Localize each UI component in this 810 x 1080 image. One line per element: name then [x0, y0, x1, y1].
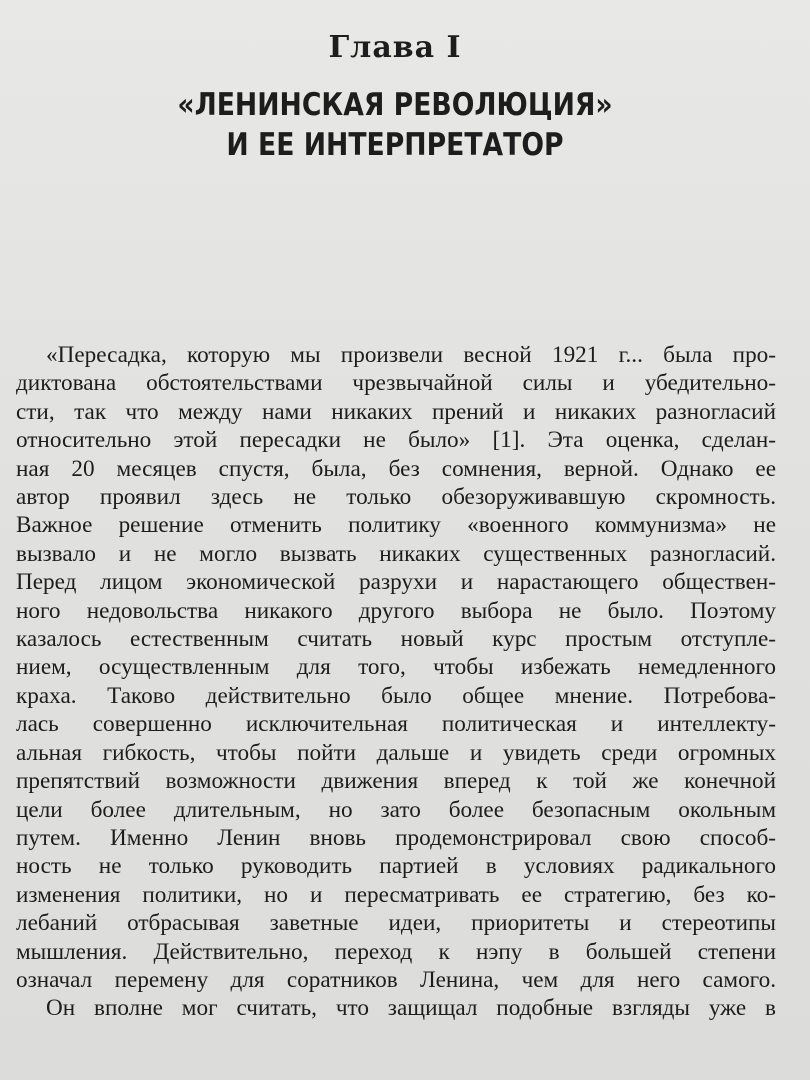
text-line: лебаний отбрасывая заветные идеи, приоритеты и стереотипы — [16, 910, 776, 937]
text-line: нием, осуществленным для того, чтобы избежать немедленного — [16, 654, 776, 681]
text-line: автор проявил здесь не только обезоруживавшую скромность. — [16, 484, 776, 511]
text-line: альная гибкость, чтобы пойти дальше и увидеть среди огромных — [16, 739, 776, 766]
text-line: вызвало и не могло вызвать никаких существенных разногласий. — [16, 540, 776, 567]
chapter-title — [55, 85, 734, 165]
text-line: изменения политики, но и пересматривать ее стратегию, без ко- — [16, 881, 776, 908]
text-line: препятствий возможности движения вперед к той же конечной — [16, 768, 776, 795]
text-line: путем. Именно Ленин вновь продемонстрировал свою способ- — [16, 824, 776, 851]
text-line: лась совершенно исключительная политическая и интеллекту- — [16, 711, 776, 738]
text-line: Он вполне мог считать, что защищал подобные взгляды уже в — [46, 995, 776, 1022]
text-line: мышления. Действительно, переход к нэпу в большей степени — [16, 938, 776, 965]
body-paragraph — [16, 341, 776, 1023]
text-line: Важное решение отменить политику «военного коммунизма» не — [16, 512, 776, 539]
text-line: ная 20 месяцев спустя, была, без сомнения, верной. Однако ее — [16, 455, 776, 482]
text-line: ного недовольства никакого другого выбора не было. Поэтому — [16, 597, 776, 624]
text-line: сти, так что между нами никаких прений и никаких разногласий — [16, 398, 776, 425]
text-line: краха. Таково действительно было общее мнение. Потребова- — [16, 682, 776, 709]
chapter-heading: Глава I — [328, 30, 462, 65]
text-line: означал перемену для соратников Ленина, чем для него самого. — [16, 966, 776, 993]
text-line: относительно этой пересадки не было» [1]. Эта оценка, сделан- — [16, 427, 776, 454]
text-line: цели более длительным, но зато более безопасным окольным — [16, 796, 776, 823]
text-line: ность не только руководить партией в условиях радикального — [16, 853, 776, 880]
chapter-title-line-1: «ЛЕНИНСКАЯ РЕВОЛЮЦИЯ» — [177, 87, 613, 123]
text-line: казалось естественным считать новый курс простым отступле- — [16, 626, 776, 653]
chapter-title-line-2: И ЕЕ ИНТЕРПРЕТАТОР — [226, 127, 564, 163]
text-line: диктована обстоятельствами чрезвычайной силы и убедительно- — [16, 370, 776, 397]
text-line: Перед лицом экономической разрухи и нарастающего обществен- — [16, 569, 776, 596]
text-line: «Пересадка, которую мы произвели весной 1921 г... была про- — [46, 342, 776, 368]
